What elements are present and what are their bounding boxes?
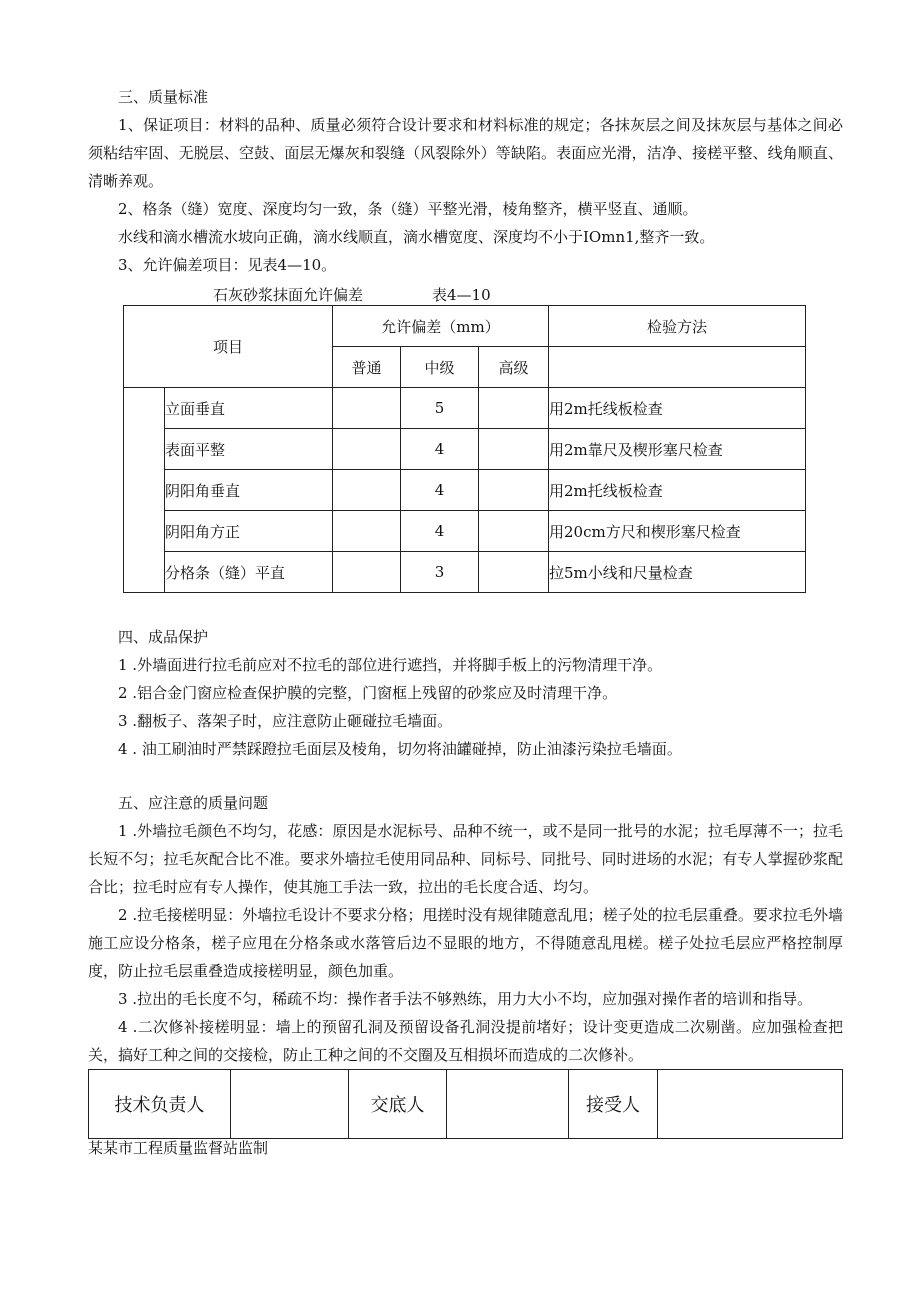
list-item: 1 .外墙拉毛颜色不均匀，花感：原因是水泥标号、品种不统一，或不是同一批号的水泥；拉毛厚薄不一；拉毛长短不匀；拉毛灰配合比不准。要求外墙拉毛使用同品种、同标号、同批号、同时进场的水泥；有专人掌握砂浆配合比；拉毛时应有专人操作，使其施工手法一致，拉出的毛长度合适、均匀。 bbox=[88, 822, 843, 896]
table-row bbox=[124, 388, 806, 429]
row-group-cell bbox=[124, 388, 165, 593]
cell-item: 分格条（缝）平直 bbox=[165, 552, 333, 593]
footer-text: 某某市工程质量监督站监制 bbox=[88, 1139, 269, 1157]
field-handover[interactable] bbox=[447, 1070, 569, 1139]
cell-normal bbox=[333, 552, 401, 593]
cell-item: 立面垂直 bbox=[165, 388, 333, 429]
list-item: 4 . 油工刷油时严禁踩蹬拉毛面层及棱角，切勿将油罐碰掉，防止油漆污染拉毛墙面。 bbox=[118, 740, 682, 758]
cell-medium: 4 bbox=[401, 511, 479, 552]
header-normal: 普通 bbox=[333, 347, 401, 388]
section-heading: 三、质量标准 bbox=[118, 88, 209, 106]
paragraph: 3、允许偏差项目：见表4—10。 bbox=[118, 256, 337, 274]
paragraph: 1、保证项目：材料的品种、质量必须符合设计要求和材料标准的规定；各抹灰层之间及抹灰层与基体之间必须粘结牢固、无脱层、空鼓、面层无爆灰和裂缝（风裂除外）等缺陷。表面应光滑，洁净、接槎平整、线角顺直、清晰养观。 bbox=[88, 116, 843, 190]
cell-method: 用2m靠尺及楔形塞尺检查 bbox=[549, 429, 806, 470]
cell-method: 用20cm方尺和楔形塞尺检查 bbox=[549, 511, 806, 552]
table-row bbox=[124, 429, 806, 470]
section-heading: 五、应注意的质量问题 bbox=[118, 794, 269, 812]
section-product-protection bbox=[88, 623, 843, 763]
cell-normal bbox=[333, 429, 401, 470]
header-high: 高级 bbox=[479, 347, 549, 388]
cell-medium: 5 bbox=[401, 388, 479, 429]
cell-medium: 4 bbox=[401, 429, 479, 470]
header-tolerance: 允许偏差（mm） bbox=[333, 306, 549, 347]
header-medium: 中级 bbox=[401, 347, 479, 388]
cell-normal bbox=[333, 511, 401, 552]
cell-high bbox=[479, 511, 549, 552]
list-item: 1 .外墙面进行拉毛前应对不拉毛的部位进行遮挡，并将脚手板上的污物清理干净。 bbox=[118, 656, 663, 674]
list-item: 3 .翻板子、落架子时，应注意防止砸碰拉毛墙面。 bbox=[118, 712, 453, 730]
paragraph: 水线和滴水槽流水坡向正确，滴水线顺直，滴水槽宽度、深度均不小于IOmn1,整齐一致。 bbox=[118, 228, 715, 246]
field-receiver[interactable] bbox=[658, 1070, 843, 1139]
label-receiver: 接受人 bbox=[569, 1070, 658, 1139]
list-item: 2 .铝合金门窗应检查保护膜的完整，门窗框上残留的砂浆应及时清理干净。 bbox=[118, 684, 618, 702]
section-heading: 四、成品保护 bbox=[118, 628, 209, 646]
cell-item: 阴阳角垂直 bbox=[165, 470, 333, 511]
header-item: 项目 bbox=[124, 306, 333, 388]
signoff-table bbox=[88, 1069, 843, 1139]
tolerance-table bbox=[123, 305, 806, 593]
table-row bbox=[124, 552, 806, 593]
cell-item: 阴阳角方正 bbox=[165, 511, 333, 552]
list-item: 2 .拉毛接槎明显：外墙拉毛设计不要求分格；甩搓时没有规律随意乱甩；槎子处的拉毛层重叠。要求拉毛外墙施工应设分格条，槎子应甩在分格条或水落管后边不显眼的地方，不得随意乱甩槎。槎子处拉毛层应严格控制厚度，防止拉毛层重叠造成接槎明显，颜色加重。 bbox=[88, 906, 843, 980]
table-number: 表4—10 bbox=[432, 286, 491, 304]
list-item: 4 .二次修补接槎明显：墙上的预留孔洞及预留设备孔洞没提前堵好；设计变更造成二次剔凿。应加强检查把关，搞好工种之间的交接检，防止工种之间的不交圈及互相损坏而造成的二次修补。 bbox=[88, 1018, 843, 1064]
cell-high bbox=[479, 388, 549, 429]
cell-normal bbox=[333, 470, 401, 511]
cell-medium: 3 bbox=[401, 552, 479, 593]
section-quality-standards bbox=[88, 83, 843, 279]
header-empty bbox=[549, 347, 806, 388]
header-method: 检验方法 bbox=[549, 306, 806, 347]
cell-high bbox=[479, 552, 549, 593]
section-quality-issues bbox=[88, 789, 843, 1069]
cell-high bbox=[479, 429, 549, 470]
label-handover: 交底人 bbox=[349, 1070, 447, 1139]
list-item: 3 .拉出的毛长度不匀，稀疏不均：操作者手法不够熟练，用力大小不均，应加强对操作者的培训和指导。 bbox=[118, 990, 813, 1008]
cell-method: 拉5m小线和尺量检查 bbox=[549, 552, 806, 593]
cell-high bbox=[479, 470, 549, 511]
cell-method: 用2m托线板检查 bbox=[549, 470, 806, 511]
table-row bbox=[124, 511, 806, 552]
table-row bbox=[124, 470, 806, 511]
label-tech-lead: 技术负责人 bbox=[89, 1070, 231, 1139]
field-tech-lead[interactable] bbox=[231, 1070, 349, 1139]
cell-medium: 4 bbox=[401, 470, 479, 511]
cell-normal bbox=[333, 388, 401, 429]
table-caption: 石灰砂浆抹面允许偏差 bbox=[213, 286, 364, 304]
paragraph: 2、格条（缝）宽度、深度均匀一致，条（缝）平整光滑，棱角整齐，横平竖直、通顺。 bbox=[118, 200, 698, 218]
cell-method: 用2m托线板检查 bbox=[549, 388, 806, 429]
cell-item: 表面平整 bbox=[165, 429, 333, 470]
